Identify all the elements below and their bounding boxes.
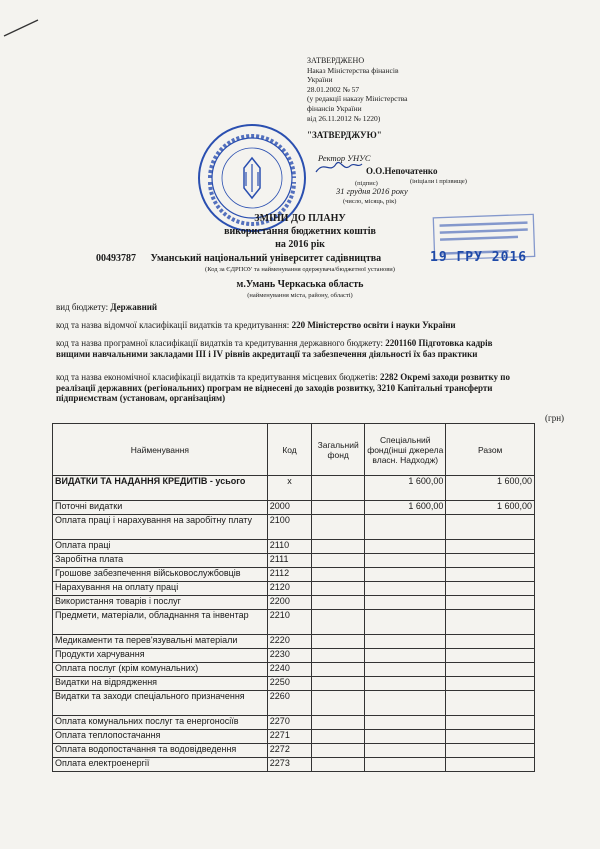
row-general-fund [312,716,365,730]
row-code: 2271 [267,730,311,744]
row-name: Продукти харчування [53,649,268,663]
row-total [446,540,535,554]
row-code: 2111 [267,554,311,568]
units-label: (грн) [545,413,565,423]
row-general-fund [312,515,365,540]
table-row [53,691,535,716]
row-name: Нарахування на оплату праці [53,582,268,596]
organization-line [96,253,381,264]
table-row [53,540,535,554]
department-value: 220 Міністерство освіти і науки України [291,320,456,330]
city-caption: (найменування міста, району, області) [247,292,353,299]
row-general-fund [312,663,365,677]
table-body [53,476,535,772]
row-name: Видатки та заходи спеціального призначення [53,691,268,716]
row-general-fund [312,691,365,716]
document-title: ЗМІНИ ДО ПЛАНУ [254,213,346,224]
order-line: фінансів України [307,103,362,113]
row-code: 2112 [267,568,311,582]
city-line: м.Умань Черкаська область [236,279,364,290]
approval-status: ЗАТВЕРДЖЕНО [307,56,365,65]
row-general-fund [312,540,365,554]
row-general-fund [312,568,365,582]
signature-hint: (підпис) [355,180,378,187]
row-special-fund [365,610,446,635]
row-total [446,744,535,758]
row-name: Предмети, матеріали, обладнання та інвентар [53,610,268,635]
row-special-fund [365,568,446,582]
row-general-fund [312,635,365,649]
row-special-fund [365,540,446,554]
row-general-fund [312,649,365,663]
table-row [53,568,535,582]
approval-block [307,56,527,141]
approval-date: 31 грудня 2016 року [336,186,408,196]
org-caption: (Код за ЄДРПОУ та найменування одержувача/бюджетної установи) [205,266,395,273]
row-special-fund: 1 600,00 [365,476,446,501]
economic-label: код та назва економічної класифікації видатків та кредитування місцевих бюджетів: [56,372,381,382]
row-name: ВИДАТКИ ТА НАДАННЯ КРЕДИТІВ - усього [53,476,268,501]
document-subtitle: використання бюджетних коштів [224,226,376,237]
row-special-fund [365,554,446,568]
org-name: Уманський національний університет садівництва [150,253,382,264]
row-code: 2240 [267,663,311,677]
row-general-fund [312,730,365,744]
row-general-fund [312,677,365,691]
order-line: від 26.11.2012 № 1220) [307,113,381,123]
row-general-fund [312,554,365,568]
row-special-fund: 1 600,00 [365,501,446,515]
economic-field [56,372,526,404]
program-field [56,338,526,359]
row-code: 2260 [267,691,311,716]
row-name: Оплата водопостачання та водовідведення [53,744,268,758]
row-total [446,691,535,716]
budget-label: вид бюджету: [56,302,111,312]
program-label: код та назва програмної класифікації видатків та кредитування державного бюджету: [56,338,386,348]
department-label: код та назва відомчої класифікації видатків та кредитування: [56,320,292,330]
row-code: 2000 [267,501,311,515]
row-name: Заробітна плата [53,554,268,568]
signature-icon [314,160,364,174]
row-name: Використання товарів і послуг [53,596,268,610]
budget-table [52,423,535,772]
table-row [53,610,535,635]
signer-name: О.О.Непочатенко [366,166,438,176]
row-special-fund [365,596,446,610]
row-name: Оплата послуг (крім комунальних) [53,663,268,677]
approved-caps: "ЗАТВЕРДЖУЮ" [307,130,382,141]
stamp-date: 19 ГРУ 2016 [430,250,528,265]
org-code: 00493787 [96,253,136,264]
table-row [53,554,535,568]
row-special-fund [365,730,446,744]
initials-hint: (ініціали і прізвище) [410,178,467,185]
table-row [53,730,535,744]
row-code: 2200 [267,596,311,610]
header-special-fund: Спеціальний фонд(інші джерела власн. Надходж) [365,424,446,476]
order-line: 28.01.2002 № 57 [307,84,360,94]
row-total [446,515,535,540]
row-total [446,649,535,663]
row-special-fund [365,649,446,663]
row-special-fund [365,635,446,649]
row-total [446,730,535,744]
table-row [53,677,535,691]
row-total: 1 600,00 [446,476,535,501]
table-row [53,476,535,501]
row-name: Грошове забезпечення військовослужбовців [53,568,268,582]
row-general-fund [312,596,365,610]
order-line: Наказ Міністерства фінансів [307,65,399,75]
header-name: Найменування [53,424,268,476]
row-general-fund [312,476,365,501]
row-total [446,758,535,772]
row-special-fund [365,744,446,758]
row-name: Поточні видатки [53,501,268,515]
table-row [53,744,535,758]
row-code: 2230 [267,649,311,663]
row-general-fund [312,758,365,772]
table-row [53,582,535,596]
row-general-fund [312,744,365,758]
row-code: 2273 [267,758,311,772]
pen-mark-icon [2,14,42,44]
order-line: (у редакції наказу Міністерства [307,94,408,104]
header-code: Код [267,424,311,476]
table-row [53,596,535,610]
table-row [53,716,535,730]
signer-position: Ректор УНУС [318,153,371,163]
date-hint: (число, місяць, рік) [343,198,397,205]
row-code: 2110 [267,540,311,554]
row-general-fund [312,501,365,515]
row-code: 2210 [267,610,311,635]
table-header-row [53,424,535,476]
row-total [446,677,535,691]
row-name: Оплата електроенергії [53,758,268,772]
row-total [446,716,535,730]
document-year: на 2016 рік [275,239,325,250]
table-row [53,635,535,649]
row-general-fund [312,582,365,596]
row-name: Оплата комунальних послуг та енергоносіїв [53,716,268,730]
row-code: 2220 [267,635,311,649]
row-special-fund [365,758,446,772]
row-code: 2120 [267,582,311,596]
department-field [56,320,526,331]
table-row [53,758,535,772]
table-row [53,515,535,540]
row-special-fund [365,515,446,540]
row-name: Оплата теплопостачання [53,730,268,744]
row-total [446,596,535,610]
row-total [446,554,535,568]
economic-value: 2282 Окремі заходи розвитку по реалізації державних (регіональних) програм не віднесені до заходів розвитку, 3210 Капітальні трансферти підприємствам (установам, організаціям) [56,372,510,403]
row-total [446,582,535,596]
row-special-fund [365,677,446,691]
row-special-fund [365,691,446,716]
header-general-fund: Загальний фонд [312,424,365,476]
header-total: Разом [446,424,535,476]
row-code: х [267,476,311,501]
table-row [53,501,535,515]
table-row [53,663,535,677]
budget-field [56,302,526,313]
row-name: Видатки на відрядження [53,677,268,691]
order-line: України [307,75,333,85]
row-name: Оплата праці [53,540,268,554]
row-total [446,635,535,649]
row-code: 2270 [267,716,311,730]
budget-value: Державний [110,302,158,312]
row-code: 2100 [267,515,311,540]
row-special-fund [365,582,446,596]
row-code: 2250 [267,677,311,691]
table-row [53,649,535,663]
row-special-fund [365,663,446,677]
row-special-fund [365,716,446,730]
row-total [446,568,535,582]
row-general-fund [312,610,365,635]
row-name: Оплата праці і нарахування на заробітну плату [53,515,268,540]
row-code: 2272 [267,744,311,758]
signature-row [320,166,437,176]
row-name: Медикаменти та перев'язувальні матеріали [53,635,268,649]
row-total [446,663,535,677]
row-total: 1 600,00 [446,501,535,515]
program-value: 2201160 Підготовка кадрів вищими навчальними закладами III і IV рівнів акредитації та забезпечення діяльності їх баз практики [56,338,493,359]
row-total [446,610,535,635]
